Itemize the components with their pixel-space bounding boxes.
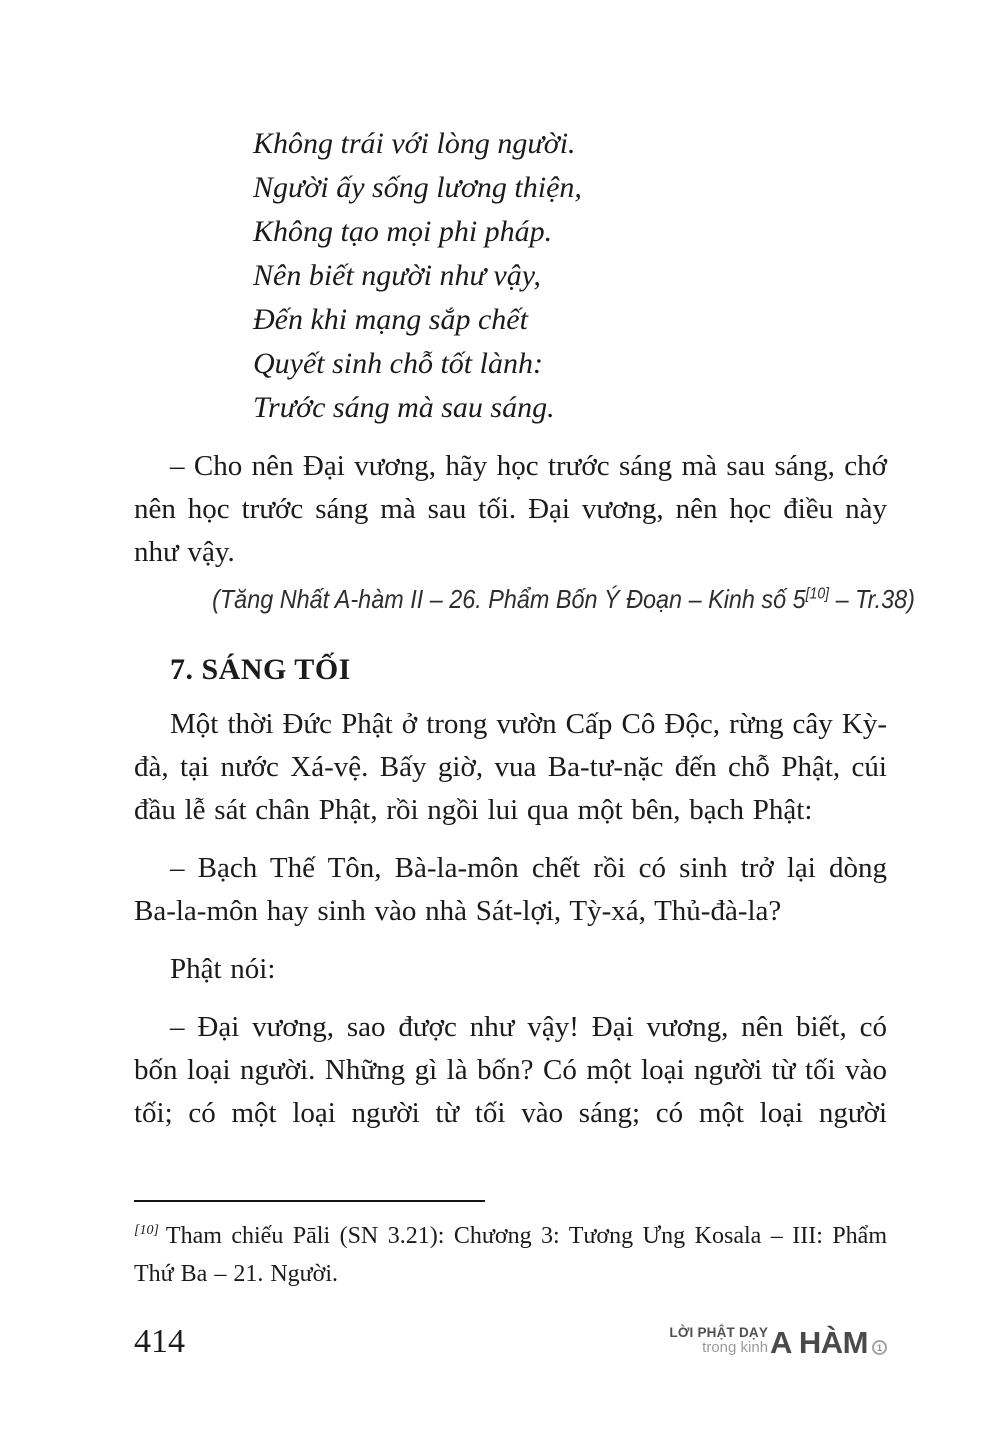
source-citation (134, 584, 915, 624)
citation-post: – Tr.38) (829, 584, 915, 614)
footnote-marker: [10] (134, 1223, 159, 1238)
paragraph-setting: Một thời Đức Phật ở trong vườn Cấp Cô Độc, rừng cây Kỳ-đà, tại nước Xá-vệ. Bấy giờ, vua Ba-tư-nặc đến chỗ Phật, cúi đầu lễ sát chân Phật, rồi ngồi lui qua một bên, bạch Phật: (134, 708, 887, 826)
verse-line: Người ấy sống lương thiện, (253, 171, 582, 204)
logo-text-column (669, 1326, 768, 1358)
paragraph-speaker: Phật nói: (170, 953, 276, 985)
footnote-divider (134, 1200, 485, 1202)
verse-line: Không trái với lòng người. (253, 127, 576, 160)
verse-line: Trước sáng mà sau sáng. (253, 391, 555, 424)
verse-block (253, 122, 887, 430)
page-number: 414 (134, 1323, 185, 1360)
logo-tagline: LỜI PHẬT DẠY (669, 1325, 769, 1340)
citation-text (212, 584, 915, 615)
page-content (134, 122, 915, 1135)
section-heading: 7. SÁNG TỐI (170, 653, 351, 686)
footnote-block (134, 1200, 887, 1293)
verse-line: Đến khi mạng sắp chết (253, 303, 528, 336)
citation-pre: (Tăng Nhất A-hàm II – 26. Phẩm Bốn Ý Đoạn – Kinh số 5 (212, 584, 806, 614)
footnote-text: Tham chiếu Pāli (SN 3.21): Chương 3: Tương Ưng Kosala – III: Phẩm Thứ Ba – 21. Người. (134, 1223, 887, 1287)
volume-number-badge: 1 (872, 1340, 887, 1355)
book-logo (669, 1326, 887, 1358)
paragraph-conclusion: – Cho nên Đại vương, hãy học trước sáng mà sau sáng, chớ nên học trước sáng mà sau tối. Đại vương, nên học điều này như vậy. (134, 450, 887, 568)
verse-line: Nên biết người như vậy, (253, 259, 541, 292)
footnote-entry (134, 1217, 887, 1293)
verse-line: Quyết sinh chỗ tốt lành: (253, 347, 543, 380)
verse-line: Không tạo mọi phi pháp. (253, 215, 553, 248)
footnote-reference: [10] (805, 585, 830, 603)
page-footer (134, 1318, 887, 1366)
logo-title: A HÀM (770, 1325, 868, 1360)
paragraph-question: – Bạch Thế Tôn, Bà-la-môn chết rồi có sinh trở lại dòng Ba-la-môn hay sinh vào nhà Sát-lợi, Tỳ-xá, Thủ-đà-la? (134, 852, 887, 927)
paragraph-answer: – Đại vương, sao được như vậy! Đại vương, nên biết, có bốn loại người. Những gì là bốn? Có một loại người từ tối vào tối; có một loại người từ tối vào sáng; có một loại người (134, 1011, 887, 1129)
logo-subtitle: trong kinh (702, 1339, 769, 1356)
